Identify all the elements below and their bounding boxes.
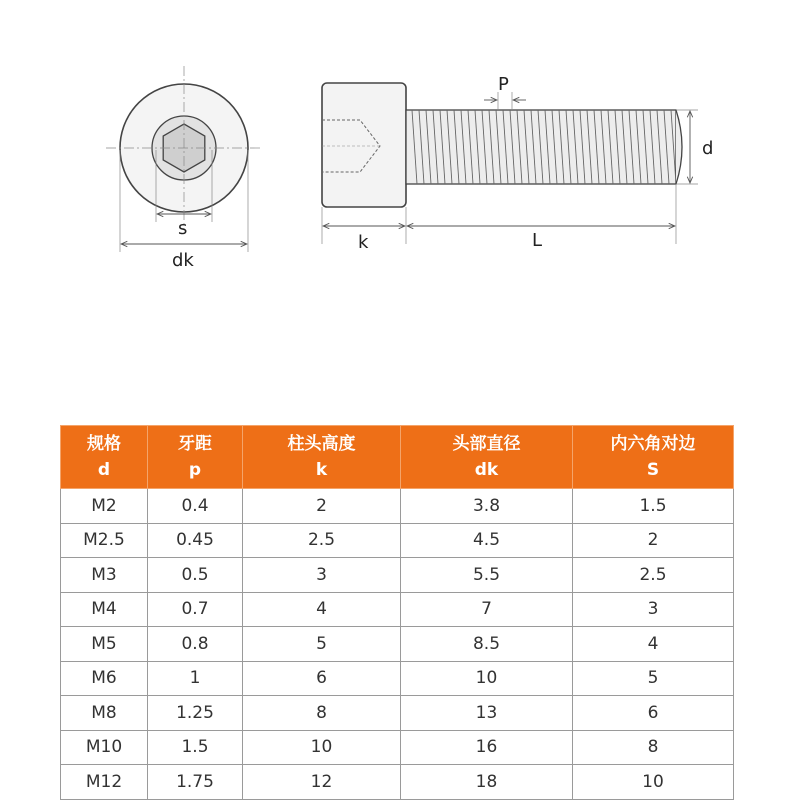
table-cell: 3: [573, 592, 734, 627]
table-row: [61, 592, 734, 627]
table-cell: 0.8: [148, 627, 243, 662]
table-cell: M3: [61, 558, 148, 593]
column-header-cn: 内六角对边: [610, 434, 696, 454]
table-cell: 10: [243, 730, 401, 765]
table-cell: 2: [573, 523, 734, 558]
table-cell: 3.8: [401, 489, 573, 524]
table-cell: 1.75: [148, 765, 243, 800]
table-cell: 0.7: [148, 592, 243, 627]
table-cell: 2: [243, 489, 401, 524]
table-cell: 8: [573, 730, 734, 765]
screw-head-shape: [322, 83, 406, 207]
table-row: [61, 523, 734, 558]
column-header-symbol: k: [315, 460, 328, 480]
label-p: P: [498, 74, 509, 95]
table-cell: 4.5: [401, 523, 573, 558]
column-header-cn: 柱头高度: [287, 434, 356, 454]
table-row: [61, 489, 734, 524]
table-cell: 0.45: [148, 523, 243, 558]
table-cell: 6: [573, 696, 734, 731]
table-body: [61, 489, 734, 800]
table-row: [61, 661, 734, 696]
table-row: [61, 730, 734, 765]
screw-shank-shape: [406, 110, 676, 184]
table-cell: 4: [573, 627, 734, 662]
table-cell: 7: [401, 592, 573, 627]
label-k: k: [358, 232, 369, 253]
table-row: [61, 558, 734, 593]
table-cell: 6: [243, 661, 401, 696]
column-header-cn: 规格: [87, 434, 121, 454]
column-header-head-diameter-dk: [401, 426, 573, 489]
column-header-head-height-k: [243, 426, 401, 489]
label-s: s: [178, 218, 188, 239]
table-cell: 0.4: [148, 489, 243, 524]
table-cell: 0.5: [148, 558, 243, 593]
column-header-symbol: dk: [474, 460, 499, 480]
table-cell: 13: [401, 696, 573, 731]
column-header-symbol: p: [188, 460, 202, 480]
table-cell: 5: [573, 661, 734, 696]
table-cell: M6: [61, 661, 148, 696]
table-cell: 5: [243, 627, 401, 662]
label-l: L: [532, 230, 543, 251]
table-cell: 4: [243, 592, 401, 627]
table-cell: 8: [243, 696, 401, 731]
table-cell: M4: [61, 592, 148, 627]
column-header-symbol: S: [646, 460, 660, 480]
table-cell: M8: [61, 696, 148, 731]
column-header-pitch-p: [148, 426, 243, 489]
table-cell: 10: [573, 765, 734, 800]
screw-side-view: [322, 83, 682, 207]
table-cell: 2.5: [573, 558, 734, 593]
table-cell: 3: [243, 558, 401, 593]
table-cell: 1.5: [573, 489, 734, 524]
table-cell: M2: [61, 489, 148, 524]
table-cell: M2.5: [61, 523, 148, 558]
table-cell: 8.5: [401, 627, 573, 662]
table-cell: M5: [61, 627, 148, 662]
table-cell: M10: [61, 730, 148, 765]
column-header-cn: 牙距: [178, 434, 212, 454]
table-row: [61, 765, 734, 800]
column-header-symbol: d: [97, 460, 111, 480]
table-row: [61, 696, 734, 731]
table-row: [61, 627, 734, 662]
table-header-row: [61, 426, 734, 489]
column-header-cn: 头部直径: [452, 434, 521, 454]
label-d: d: [702, 138, 714, 159]
table-cell: 12: [243, 765, 401, 800]
table-cell: 1.5: [148, 730, 243, 765]
dimension-p: [484, 74, 526, 110]
column-header-spec-d: [61, 426, 148, 489]
table-cell: 2.5: [243, 523, 401, 558]
table-cell: 1: [148, 661, 243, 696]
table-cell: 16: [401, 730, 573, 765]
table-cell: 18: [401, 765, 573, 800]
column-header-hex-socket-s: [573, 426, 734, 489]
dimension-l: [407, 184, 676, 251]
table-cell: 1.25: [148, 696, 243, 731]
head-end-view: [106, 66, 262, 230]
dimension-k: [322, 207, 406, 253]
table-cell: 5.5: [401, 558, 573, 593]
table-cell: M12: [61, 765, 148, 800]
table-cell: 10: [401, 661, 573, 696]
spec-table: [60, 425, 734, 800]
label-dk: dk: [172, 250, 194, 271]
